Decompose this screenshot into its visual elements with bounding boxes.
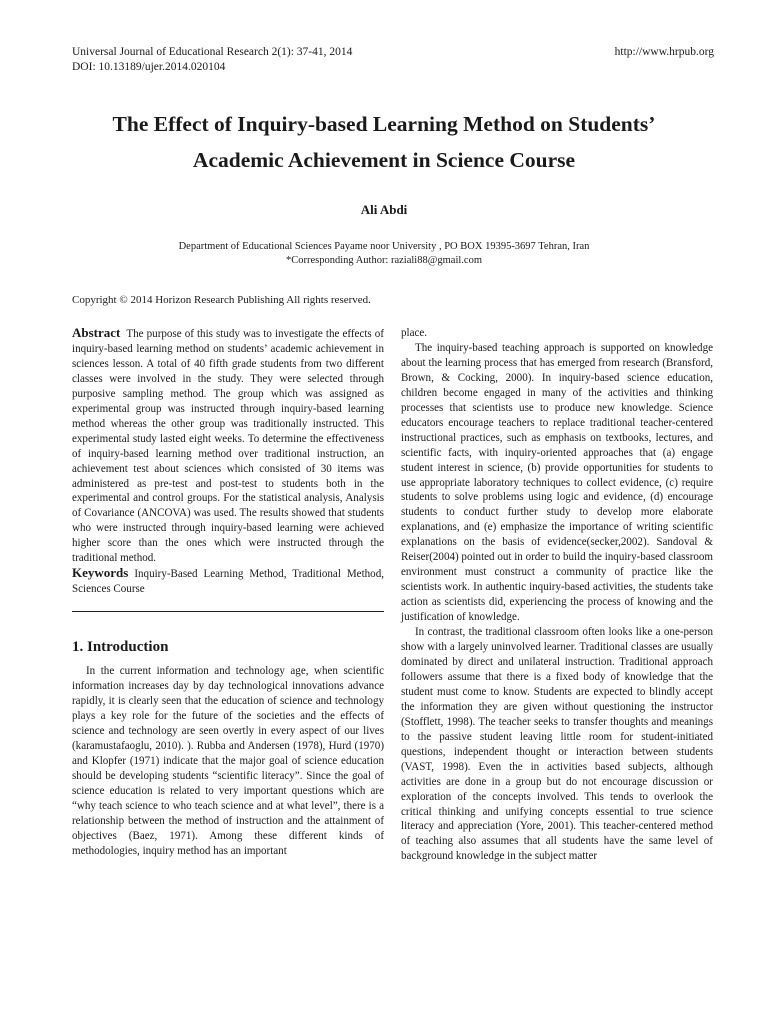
right-column xyxy=(401,326,713,864)
corresponding-author: *Corresponding Author: raziali88@gmail.com xyxy=(285,255,482,266)
intro-paragraph-3: In contrast, the traditional classroom often looks like a one-person show with a largely uninvolved learner. Traditional classes are usually dominated by direct and unilateral instruction. Traditional approach followers assume that there is a fixed body of knowledge that the student must come to know. Students are expected to blindly accept the information they are given without questioning the instructor (Stofflett, 1998). The teacher seeks to transfer thoughts and meanings to the passive student leaving little room for student-initiated questions, independent thought or interaction between students (VAST, 1998). Even the in activities based subjects, although activities are done in a group but do not encourage discussion or exploration of the concepts involved. This tends to overlook the critical thinking and unifying concepts essential to true science literacy and appreciation (Yore, 2001). This teacher-centered method of teaching also assumes that all students have the same level of background knowledge in the subject matter xyxy=(401,626,713,863)
affiliation-block xyxy=(0,240,768,268)
running-header xyxy=(72,45,352,75)
section-heading-introduction: 1. Introduction xyxy=(72,639,169,656)
keywords-text: Inquiry-Based Learning Method, Traditional Method, Sciences Course xyxy=(72,568,384,596)
journal-citation: Universal Journal of Educational Research 2(1): 37-41, 2014 xyxy=(72,46,353,58)
title-line-2: Academic Achievement in Science Course xyxy=(192,148,576,172)
copyright-notice: Copyright © 2014 Horizon Research Publishing All rights reserved. xyxy=(72,294,371,306)
keywords-label: Keywords xyxy=(72,565,129,581)
doi: DOI: 10.13189/ujer.2014.020104 xyxy=(72,61,226,73)
author-name: Ali Abdi xyxy=(360,202,408,217)
abstract xyxy=(72,326,384,566)
abstract-text: The purpose of this study was to investigate the effects of inquiry-based learning method on students’ academic achievement in sciences lesson. A total of 40 fifth grade students from two different classes were involved in the study. They were selected through purposive sampling method. The group which was assigned as experimental group was instructed through inquiry-based learning method whereas the other group was traditionally instructed. This experimental study lasted eight weeks. To determine the effectiveness of inquiry-based learning method over traditional instruction, an achievement test about sciences which consisted of 30 items was administered as pre-test and post-test to students both in the experimental and control groups. For the statistical analysis, Analysis of Covariance (ANCOVA) was used. The results showed that students who were instructed through inquiry-based learning were achieved higher score than the ones which were instructed through the traditional method. xyxy=(72,328,384,565)
intro-paragraph-2: The inquiry-based teaching approach is supported on knowledge about the learning process that has emerged from research (Bransford, Brown, & Cocking, 2000). In inquiry-based science education, children become engaged in many of the activities and thinking processes that scientists use to produce new knowledge. Science educators encourage teachers to replace traditional teacher-centered instructional practices, such as emphasis on textbooks, lectures, and scientific facts, with inquiry-oriented approaches that (a) engage student interest in science, (b) provide opportunities for students to use appropriate laboratory techniques to collect evidence, (c) require students to solve problems using logic and evidence, (d) encourage students to conduct further study to develop more elaborate explanations, and (e) emphasize the importance of writing scientific explanations on the basis of evidence(secker,2002). Sandoval & Reiser(2004) pointed out in order to build the inquiry-based classroom environment must construct a community of practice like the scientists work. In authentic inquiry-based activities, the students take action as scientists did, experiencing the process of knowing and the justification of knowledge. xyxy=(401,341,714,624)
intro-paragraph-1: In the current information and technology age, when scientific information increases day by day technological innovations advance rapidly, it is clearly seen that the education of science and technology plays a key role for the future of the societies and the effects of science and technology are seen overtly in every aspect of our lives (karamustafaoglu, 2010). ). Rubba and Andersen (1978), Hurd (1970) and Klopfer (1971) indicate that the major goal of science education should be developing students “scientific literacy”. Since the goal of science education is related to very important questions which are “why teach science to who teach science and at what level”, there is a relationship between the method of instruction and the attainment of objectives (Baez, 1971). Among these different kinds of methodologies, inquiry method has an important xyxy=(72,665,384,857)
abstract-label: Abstract xyxy=(72,325,121,340)
paper-title xyxy=(40,106,728,178)
continued-text: place. xyxy=(401,327,428,339)
section-divider xyxy=(72,611,384,612)
affiliation: Department of Educational Sciences Payame noor University , PO BOX 19395-3697 Tehran, Iran xyxy=(178,241,590,252)
title-line-1: The Effect of Inquiry-based Learning Method on Students’ xyxy=(112,112,656,136)
left-column xyxy=(72,326,384,859)
keywords xyxy=(72,566,384,597)
journal-url[interactable]: http://www.hrpub.org xyxy=(614,46,714,58)
